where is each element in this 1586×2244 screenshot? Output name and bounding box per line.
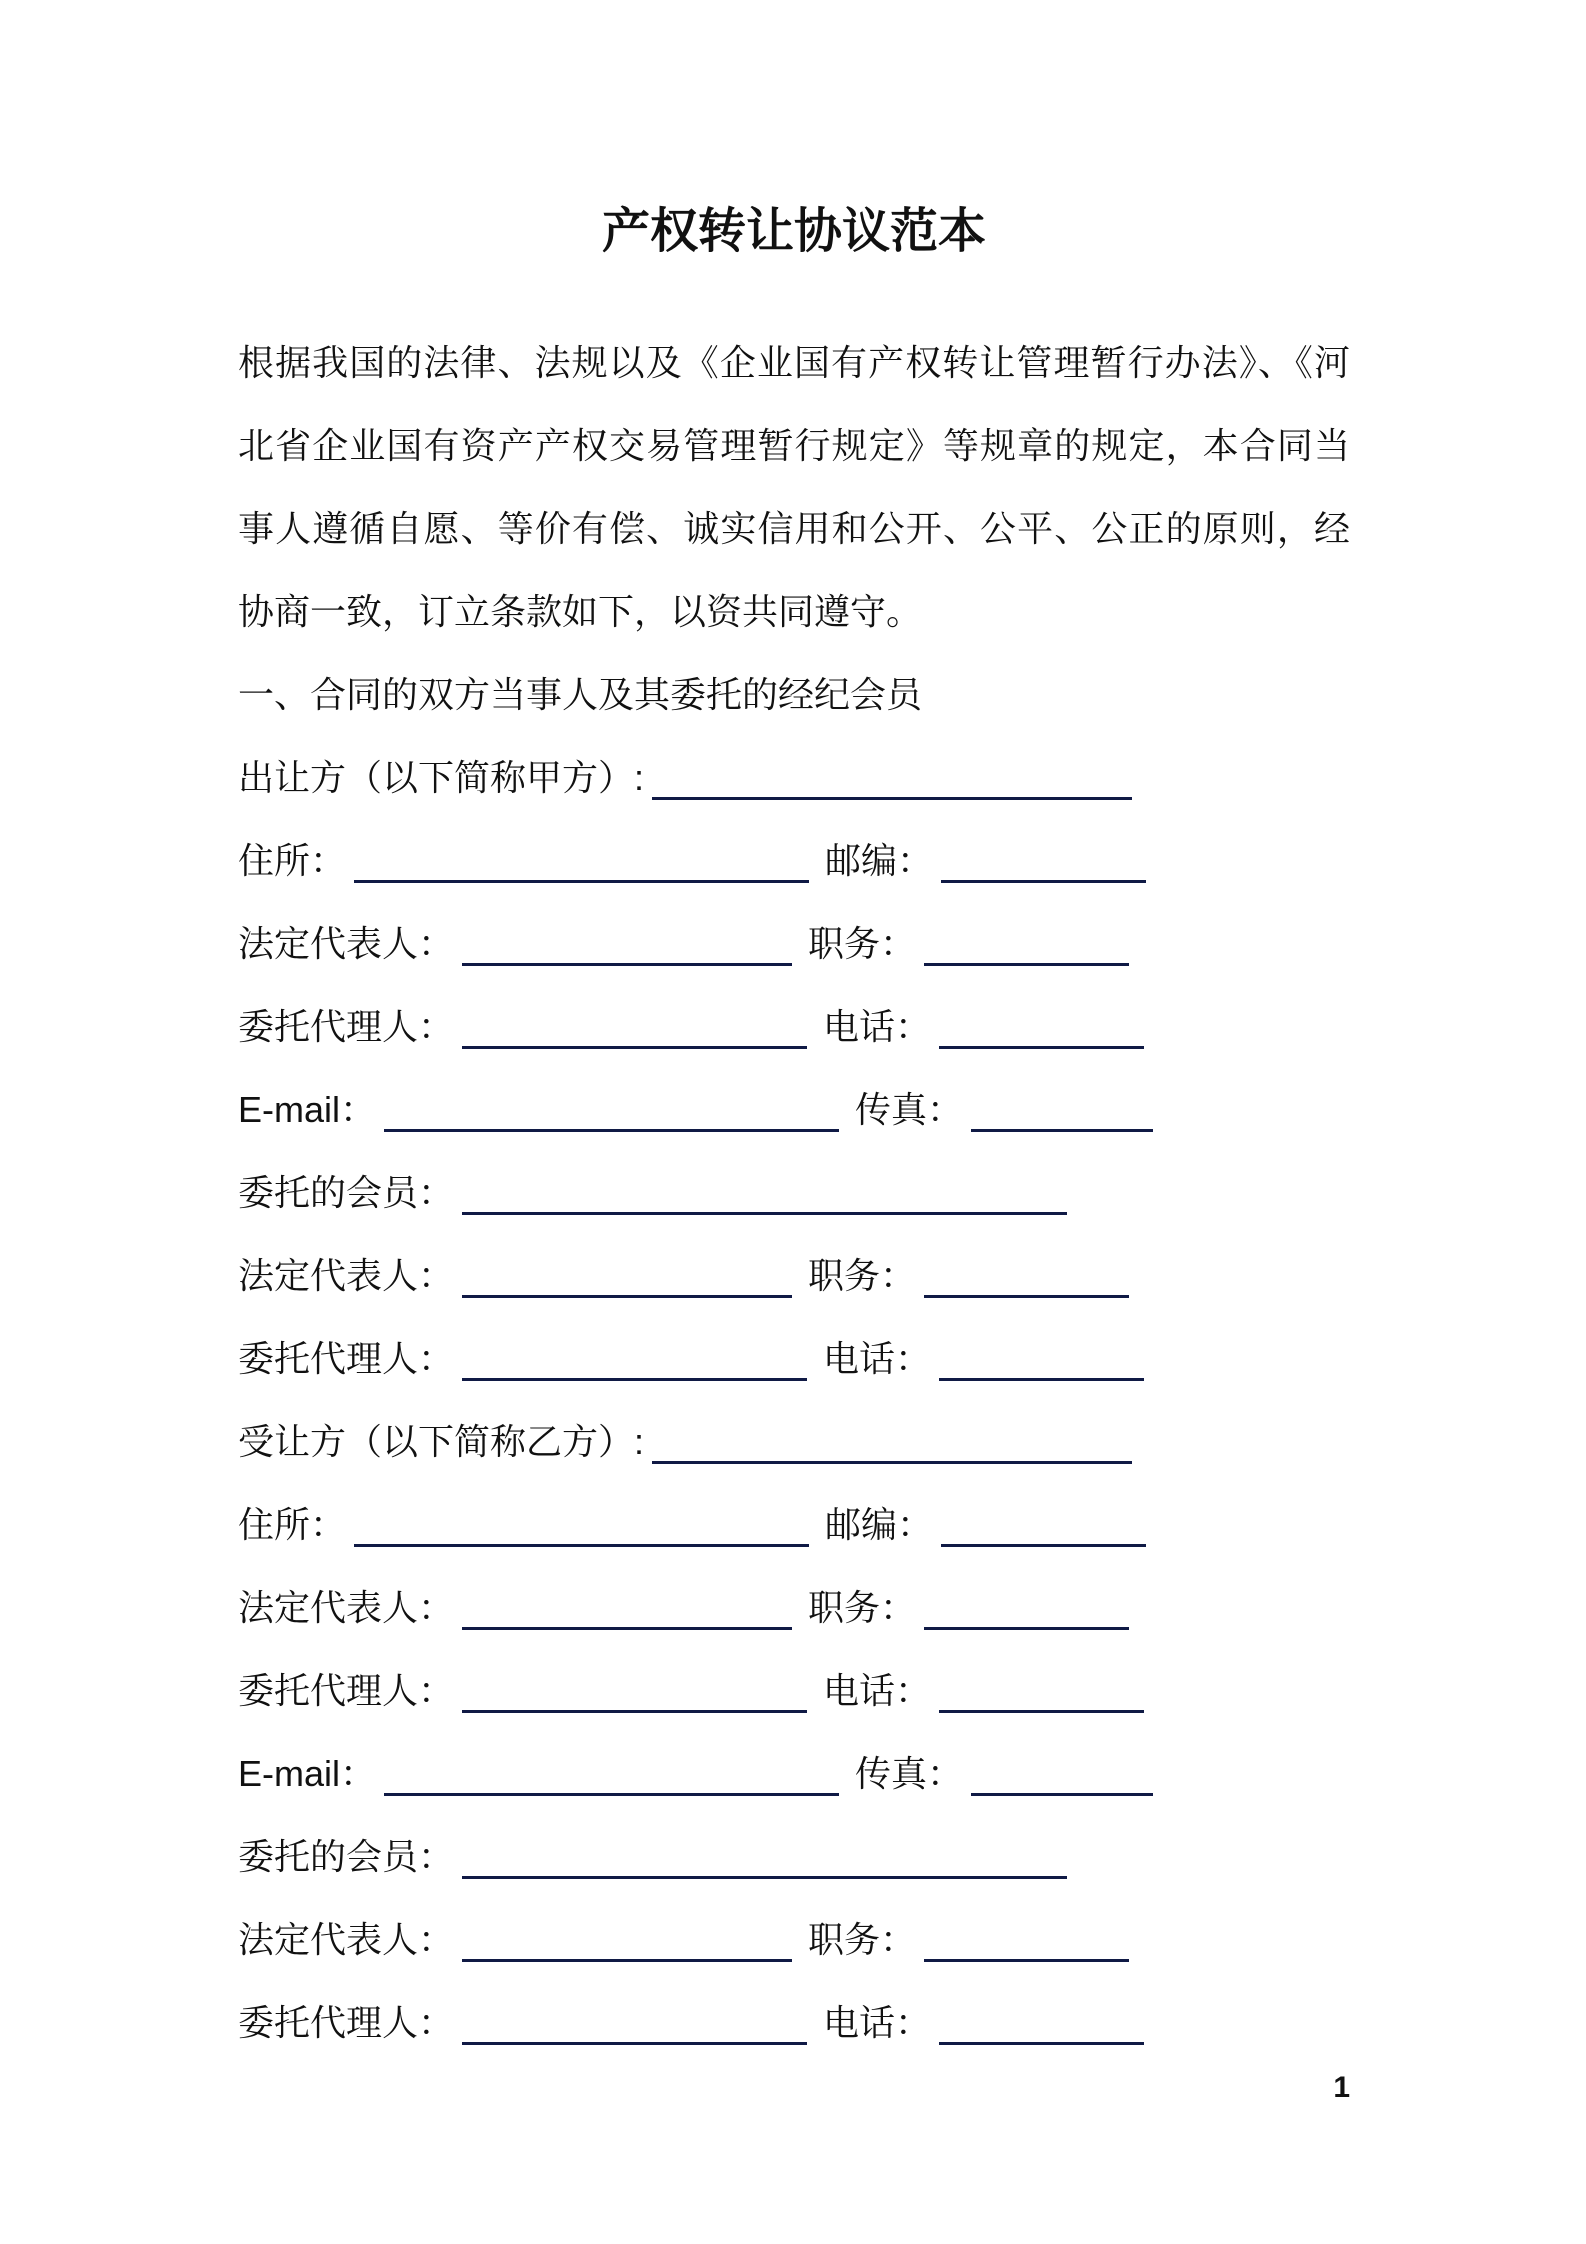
label-agent: 委托代理人： — [238, 1006, 455, 1047]
form-row-member — [238, 1815, 1350, 1898]
blank-line-position — [924, 1295, 1129, 1298]
form-row-legal-rep — [238, 1898, 1350, 1981]
form-row-email — [238, 1732, 1350, 1815]
label-legal-rep: 法定代表人： — [238, 1919, 455, 1960]
blank-line-agent — [462, 1046, 807, 1049]
form-row-legal-rep — [238, 902, 1350, 985]
form-row-agent — [238, 985, 1350, 1068]
label-agent: 委托代理人： — [238, 1670, 455, 1711]
blank-line-address — [354, 880, 809, 883]
form-row-legal-rep — [238, 1234, 1350, 1317]
label-position: 职务： — [808, 1255, 917, 1296]
label-agent: 委托代理人： — [238, 1338, 455, 1379]
form-row-agent — [238, 1981, 1350, 2064]
label-address: 住所： — [238, 1504, 347, 1545]
blank-line-position — [924, 1959, 1129, 1962]
label-phone: 电话： — [823, 1338, 932, 1379]
label-postcode: 邮编： — [825, 840, 934, 881]
blank-line-fax — [971, 1129, 1153, 1132]
label-fax: 传真： — [855, 1753, 964, 1794]
form-row-transferor — [238, 736, 1350, 819]
blank-line-email — [384, 1793, 839, 1796]
label-email: E-mail： — [238, 1089, 377, 1130]
label-transferee-party: 受让方（以下简称乙方）: — [238, 1421, 645, 1462]
label-legal-rep: 法定代表人： — [238, 923, 455, 964]
label-postcode: 邮编： — [825, 1504, 934, 1545]
label-phone: 电话： — [823, 1670, 932, 1711]
label-position: 职务： — [808, 1587, 917, 1628]
blank-line-phone — [939, 1046, 1144, 1049]
blank-line-entrusted-member — [462, 1876, 1067, 1879]
blank-line-email — [384, 1129, 839, 1132]
section-heading: 一、合同的双方当事人及其委托的经纪会员 — [238, 674, 923, 715]
blank-line-entrusted-member — [462, 1212, 1067, 1215]
label-legal-rep: 法定代表人： — [238, 1587, 455, 1628]
blank-line-agent — [462, 1378, 807, 1381]
label-transferor-party: 出让方（以下简称甲方）: — [238, 757, 645, 798]
blank-line-fax — [971, 1793, 1153, 1796]
label-phone: 电话： — [823, 2002, 932, 2043]
blank-line-phone — [939, 1378, 1144, 1381]
label-entrusted-member: 委托的会员： — [238, 1172, 455, 1213]
label-email: E-mail： — [238, 1753, 377, 1794]
form-row-address — [238, 819, 1350, 902]
document-body — [238, 321, 1350, 2064]
blank-line-address — [354, 1544, 809, 1547]
form-row-agent — [238, 1317, 1350, 1400]
blank-line-position — [924, 1627, 1129, 1630]
form-row-email — [238, 1068, 1350, 1151]
label-agent: 委托代理人： — [238, 2002, 455, 2043]
form-row-legal-rep — [238, 1566, 1350, 1649]
blank-line-legal-rep — [462, 1295, 792, 1298]
label-fax: 传真： — [855, 1089, 964, 1130]
label-position: 职务： — [808, 923, 917, 964]
form-row-address — [238, 1483, 1350, 1566]
blank-line-phone — [939, 2042, 1144, 2045]
page-title: 产权转让协议范本 — [601, 205, 986, 258]
form-row-member — [238, 1151, 1350, 1234]
page-number: 1 — [1333, 2071, 1350, 2104]
blank-line-agent — [462, 1710, 807, 1713]
label-legal-rep: 法定代表人： — [238, 1255, 455, 1296]
blank-line-postcode — [941, 1544, 1146, 1547]
label-position: 职务： — [808, 1919, 917, 1960]
label-phone: 电话： — [823, 1006, 932, 1047]
label-entrusted-member: 委托的会员： — [238, 1836, 455, 1877]
form-row-agent — [238, 1649, 1350, 1732]
intro-paragraph: 根据我国的法律、法规以及《企业国有产权转让管理暂行办法》、《河北省企业国有资产产权交易管理暂行规定》等规章的规定，本合同当事人遵循自愿、等价有偿、诚实信用和公开、公平、公正的原则，经协商一致，订立条款如下，以资共同遵守。 — [238, 342, 1350, 632]
blank-line-legal-rep — [462, 1959, 792, 1962]
form-row-transferee — [238, 1400, 1350, 1483]
blank-line-agent — [462, 2042, 807, 2045]
label-address: 住所： — [238, 840, 347, 881]
blank-line-position — [924, 963, 1129, 966]
blank-line-transferee — [652, 1461, 1132, 1464]
blank-line-postcode — [941, 880, 1146, 883]
blank-line-legal-rep — [462, 963, 792, 966]
blank-line-phone — [939, 1710, 1144, 1713]
blank-line-transferor — [652, 797, 1132, 800]
blank-line-legal-rep — [462, 1627, 792, 1630]
